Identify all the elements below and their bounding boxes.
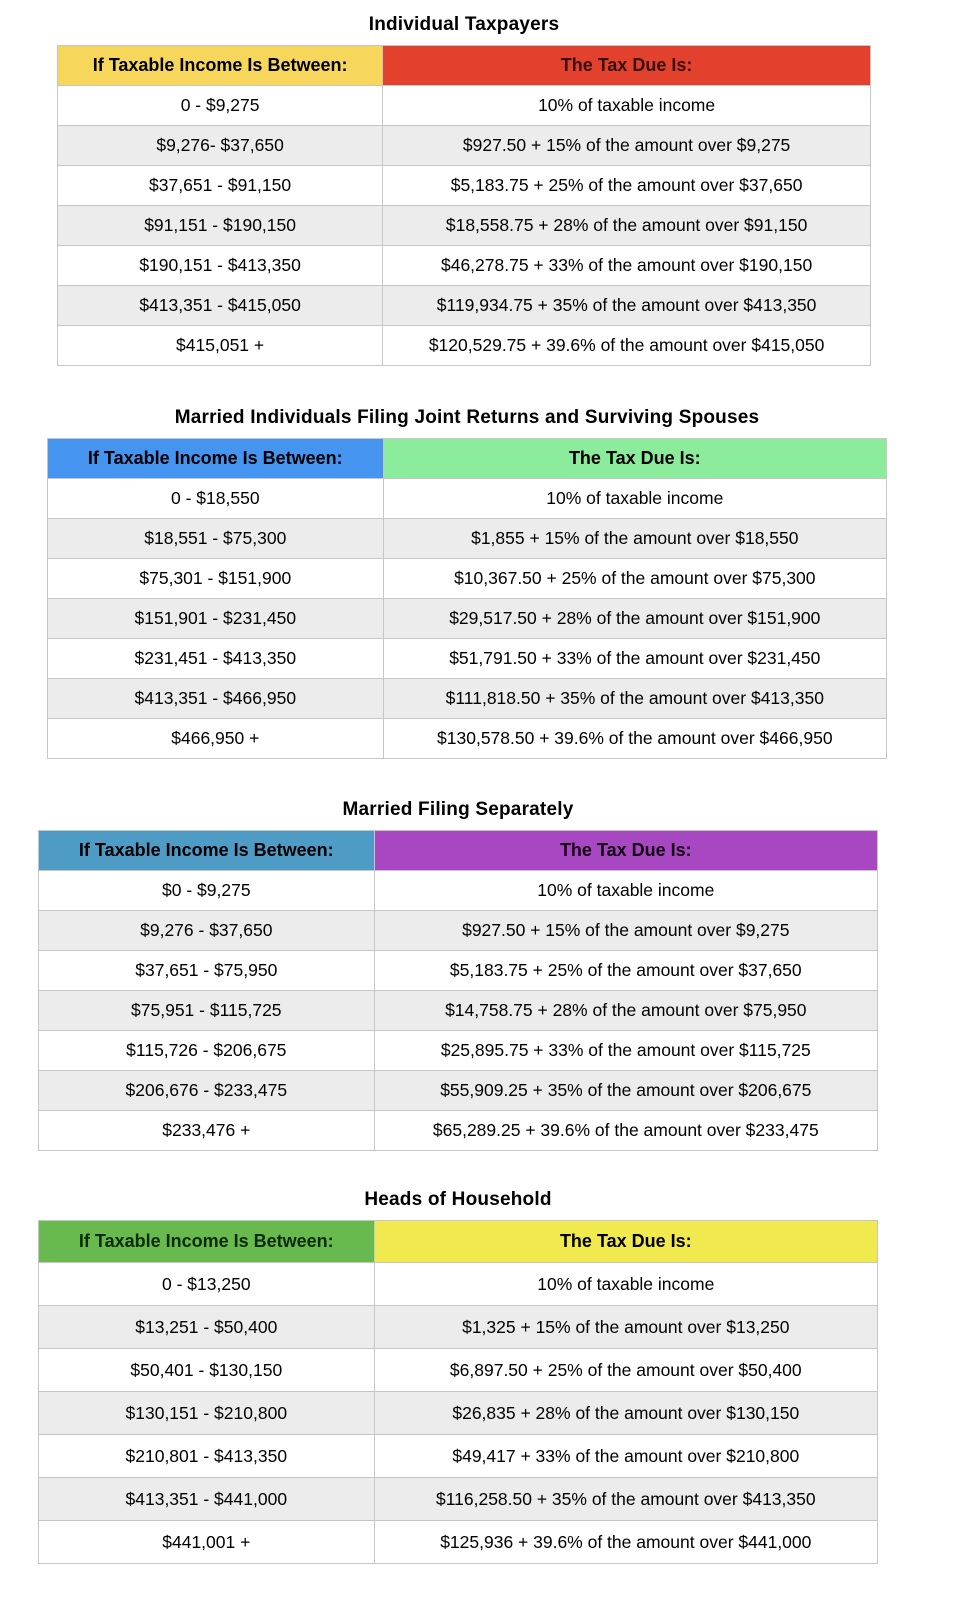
tax-due-cell: 10% of taxable income [383,479,886,519]
table-row [48,679,887,719]
income-range-cell: $37,651 - $75,950 [39,951,375,991]
tax-due-cell: $65,289.25 + 39.6% of the amount over $233,475 [374,1111,877,1151]
tax-due-cell: 10% of taxable income [374,1263,877,1306]
tax-table-married-separate [38,830,878,1151]
table-row [39,1349,878,1392]
income-column-header: If Taxable Income Is Between: [39,831,375,871]
table-row [48,519,887,559]
table-row [48,479,887,519]
table-row [48,599,887,639]
income-range-cell: $233,476 + [39,1111,375,1151]
tax-due-cell: $1,325 + 15% of the amount over $13,250 [374,1306,877,1349]
tax-due-cell: $46,278.75 + 33% of the amount over $190,150 [383,246,871,286]
table-row [48,719,887,759]
table-row [39,871,878,911]
tax-due-cell: $10,367.50 + 25% of the amount over $75,300 [383,559,886,599]
tax-due-cell: $55,909.25 + 35% of the amount over $206,675 [374,1071,877,1111]
tax-column-header: The Tax Due Is: [374,1221,877,1263]
header-row [58,46,871,86]
tax-due-cell: $927.50 + 15% of the amount over $9,275 [383,126,871,166]
table-row [58,326,871,366]
income-column-header: If Taxable Income Is Between: [39,1221,375,1263]
table-row [39,1306,878,1349]
income-range-cell: 0 - $13,250 [39,1263,375,1306]
table-row [39,911,878,951]
income-range-cell: 0 - $18,550 [48,479,384,519]
tax-table-individual [57,45,871,366]
table-row [39,1521,878,1564]
income-column-header: If Taxable Income Is Between: [48,439,384,479]
income-range-cell: $50,401 - $130,150 [39,1349,375,1392]
income-range-cell: $37,651 - $91,150 [58,166,383,206]
tax-due-cell: 10% of taxable income [374,871,877,911]
income-range-cell: $75,951 - $115,725 [39,991,375,1031]
income-range-cell: $13,251 - $50,400 [39,1306,375,1349]
tax-column-header: The Tax Due Is: [374,831,877,871]
tax-due-cell: $29,517.50 + 28% of the amount over $151,900 [383,599,886,639]
table-row [39,951,878,991]
tax-due-cell: $14,758.75 + 28% of the amount over $75,950 [374,991,877,1031]
table-row [58,126,871,166]
tax-due-cell: $25,895.75 + 33% of the amount over $115,725 [374,1031,877,1071]
table-row [39,1111,878,1151]
tax-table-section-head-household [38,1189,878,1564]
table-row [48,639,887,679]
income-range-cell: $9,276- $37,650 [58,126,383,166]
header-row [39,831,878,871]
tax-column-header: The Tax Due Is: [383,46,871,86]
table-row [58,286,871,326]
tax-due-cell: $116,258.50 + 35% of the amount over $413,350 [374,1478,877,1521]
tax-table-section-married-joint [47,407,887,759]
tax-due-cell: $51,791.50 + 33% of the amount over $231,450 [383,639,886,679]
income-range-cell: $75,301 - $151,900 [48,559,384,599]
tax-due-cell: $6,897.50 + 25% of the amount over $50,400 [374,1349,877,1392]
tax-table-section-married-separate [38,799,878,1151]
table-title-individual: Individual Taxpayers [368,14,560,35]
table-row [58,206,871,246]
tax-due-cell: 10% of taxable income [383,86,871,126]
income-range-cell: $9,276 - $37,650 [39,911,375,951]
tax-table-section-individual [57,0,871,366]
tax-due-cell: $18,558.75 + 28% of the amount over $91,150 [383,206,871,246]
income-range-cell: $413,351 - $415,050 [58,286,383,326]
tax-due-cell: $49,417 + 33% of the amount over $210,800 [374,1435,877,1478]
income-range-cell: $151,901 - $231,450 [48,599,384,639]
income-range-cell: $441,001 + [39,1521,375,1564]
income-range-cell: $413,351 - $441,000 [39,1478,375,1521]
table-row [39,1435,878,1478]
income-range-cell: 0 - $9,275 [58,86,383,126]
income-range-cell: $231,451 - $413,350 [48,639,384,679]
income-range-cell: $415,051 + [58,326,383,366]
tax-table-head-household [38,1220,878,1564]
income-range-cell: $91,151 - $190,150 [58,206,383,246]
tax-table-married-joint [47,438,887,759]
table-row [58,166,871,206]
income-range-cell: $206,676 - $233,475 [39,1071,375,1111]
tax-due-cell: $5,183.75 + 25% of the amount over $37,650 [374,951,877,991]
table-row [48,559,887,599]
tax-due-cell: $927.50 + 15% of the amount over $9,275 [374,911,877,951]
table-title-married-joint: Married Individuals Filing Joint Returns and Surviving Spouses [174,407,760,428]
tax-column-header: The Tax Due Is: [383,439,886,479]
tax-due-cell: $130,578.50 + 39.6% of the amount over $466,950 [383,719,886,759]
table-row [58,86,871,126]
income-column-header: If Taxable Income Is Between: [58,46,383,86]
income-range-cell: $0 - $9,275 [39,871,375,911]
income-range-cell: $130,151 - $210,800 [39,1392,375,1435]
income-range-cell: $18,551 - $75,300 [48,519,384,559]
tax-due-cell: $111,818.50 + 35% of the amount over $413,350 [383,679,886,719]
tax-due-cell: $119,934.75 + 35% of the amount over $413,350 [383,286,871,326]
income-range-cell: $413,351 - $466,950 [48,679,384,719]
table-row [39,1031,878,1071]
table-title-head-household: Heads of Household [364,1189,552,1210]
table-row [39,1263,878,1306]
income-range-cell: $190,151 - $413,350 [58,246,383,286]
income-range-cell: $115,726 - $206,675 [39,1031,375,1071]
tax-due-cell: $120,529.75 + 39.6% of the amount over $415,050 [383,326,871,366]
table-row [39,991,878,1031]
tax-due-cell: $26,835 + 28% of the amount over $130,150 [374,1392,877,1435]
tax-due-cell: $5,183.75 + 25% of the amount over $37,650 [383,166,871,206]
table-row [39,1478,878,1521]
header-row [39,1221,878,1263]
table-row [58,246,871,286]
table-row [39,1392,878,1435]
table-title-married-separate: Married Filing Separately [342,799,574,820]
table-row [39,1071,878,1111]
tax-due-cell: $1,855 + 15% of the amount over $18,550 [383,519,886,559]
income-range-cell: $210,801 - $413,350 [39,1435,375,1478]
income-range-cell: $466,950 + [48,719,384,759]
header-row [48,439,887,479]
tax-due-cell: $125,936 + 39.6% of the amount over $441,000 [374,1521,877,1564]
